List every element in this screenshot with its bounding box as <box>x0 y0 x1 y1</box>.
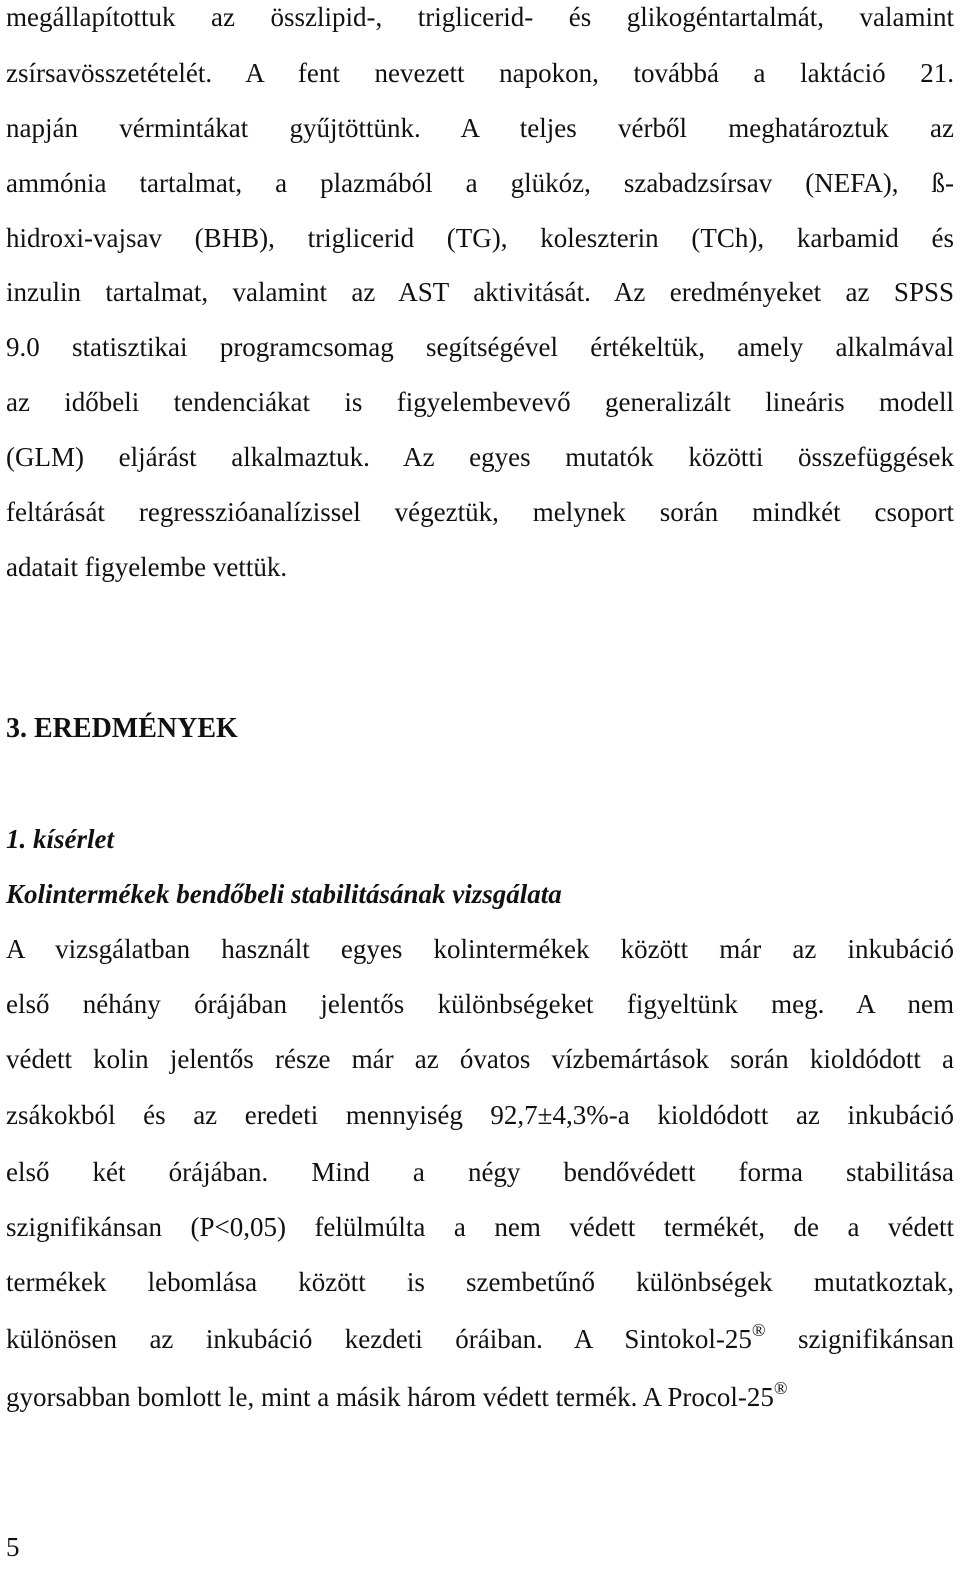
paragraph-2-line-8 <box>6 1322 954 1356</box>
paragraph-1-line-2: zsírsavösszetételét. A fent nevezett napokon, továbbá a laktáció 21. <box>6 58 954 88</box>
paragraph-1-line-7: 9.0 statisztikai programcsomag segítségével értékeltük, amely alkalmával <box>6 332 954 362</box>
paragraph-1-line-8: az időbeli tendenciákat is figyelembevevő generalizált lineáris modell <box>6 387 954 417</box>
paragraph-1-line-3: napján vérmintákat gyűjtöttünk. A teljes vérből meghatároztuk az <box>6 113 954 143</box>
procol-text: gyorsabban bomlott le, mint a másik három védett termék. A Procol-25 <box>6 1382 774 1412</box>
experiment-label: 1. kísérlet <box>6 824 114 854</box>
paragraph-2-line-9 <box>6 1380 954 1414</box>
paragraph-1-line-4: ammónia tartalmat, a plazmából a glükóz, szabadzsírsav (NEFA), ß- <box>6 168 954 198</box>
paragraph-1-line-10: feltárását regresszióanalízissel végeztük, melynek során mindkét csoport <box>6 497 954 527</box>
paragraph-1-line-6: inzulin tartalmat, valamint az AST aktivitását. Az eredményeket az SPSS <box>6 277 954 307</box>
page-number: 5 <box>6 1532 20 1562</box>
paragraph-1-line-9: (GLM) eljárást alkalmaztuk. Az egyes mutatók közötti összefüggések <box>6 442 954 472</box>
paragraph-2-line-3: védett kolin jelentős része már az óvatos vízbemártások során kioldódott a <box>6 1044 954 1074</box>
paragraph-2-line-1: A vizsgálatban használt egyes kolintermékek között már az inkubáció <box>6 934 954 964</box>
sintokol-text: különösen az inkubáció kezdeti óráiban. A Sintokol-25 <box>6 1324 752 1354</box>
registered-mark: ® <box>773 1378 788 1398</box>
experiment-title: Kolintermékek bendőbeli stabilitásának vizsgálata <box>6 879 562 909</box>
paragraph-1-line-1: megállapítottuk az összlipid-, triglicerid- és glikogéntartalmát, valamint <box>6 2 954 32</box>
paragraph-1-line-11: adatait figyelembe vettük. <box>6 552 288 582</box>
paragraph-2-line-5: első két órájában. Mind a négy bendővédett forma stabilitása <box>6 1157 954 1187</box>
section-heading: 3. EREDMÉNYEK <box>6 713 238 744</box>
registered-mark: ® <box>751 1320 766 1340</box>
paragraph-2-line-6: szignifikánsan (P<0,05) felülmúlta a nem védett termékét, de a védett <box>6 1212 954 1242</box>
paragraph-1-line-5: hidroxi-vajsav (BHB), triglicerid (TG), koleszterin (TCh), karbamid és <box>6 223 954 253</box>
sintokol-text-continued: szignifikánsan <box>765 1324 954 1354</box>
paragraph-2-line-4: zsákokból és az eredeti mennyiség 92,7±4,3%-a kioldódott az inkubáció <box>6 1100 954 1130</box>
paragraph-2-line-2: első néhány órájában jelentős különbségeket figyeltünk meg. A nem <box>6 989 954 1019</box>
paragraph-2-line-7: termékek lebomlása között is szembetűnő különbségek mutatkoztak, <box>6 1267 954 1297</box>
